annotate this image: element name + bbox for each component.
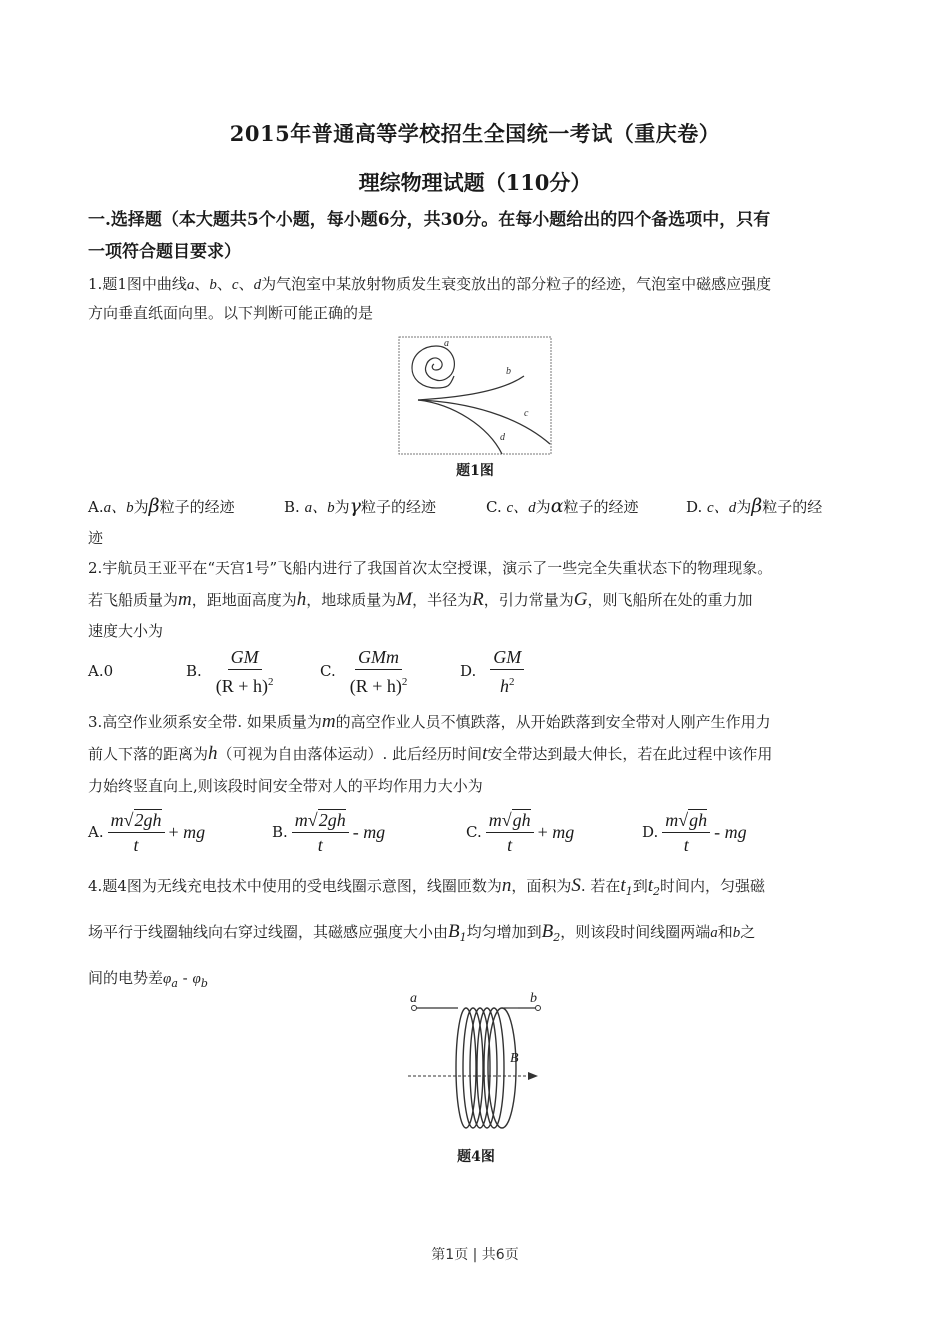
denominator: t bbox=[683, 834, 689, 855]
sep: 、 bbox=[238, 275, 254, 293]
option-text: 为 bbox=[736, 498, 752, 516]
alpha-symbol: α bbox=[550, 495, 564, 517]
stem-text: ，引力常量为 bbox=[483, 591, 574, 609]
stem-text: 到 bbox=[632, 877, 648, 895]
subscript: 2 bbox=[653, 885, 660, 898]
fraction bbox=[216, 646, 274, 697]
stem-text: 时间内，匀强磁 bbox=[660, 877, 766, 895]
denominator bbox=[216, 670, 274, 697]
operator: - bbox=[177, 969, 193, 987]
num-pre: m bbox=[110, 809, 124, 830]
var-b: b bbox=[732, 925, 741, 941]
option-label: D. bbox=[460, 662, 477, 680]
option-c[interactable] bbox=[466, 809, 642, 856]
stem-text: 安全带达到最大伸长，若在此过程中该作用 bbox=[487, 745, 773, 763]
option-label: C. bbox=[466, 823, 482, 841]
subscript: 1 bbox=[459, 931, 467, 944]
option-vars: c、d bbox=[506, 500, 536, 516]
stem-text: ，半径为 bbox=[412, 591, 473, 609]
stem-text: （可视为自由落体运动）. 此后经历时间 bbox=[217, 745, 483, 763]
svg-text:a: a bbox=[444, 338, 449, 349]
svg-text:c: c bbox=[524, 408, 529, 419]
option-label: B. bbox=[272, 823, 288, 841]
var-n: n bbox=[501, 875, 512, 896]
operator: + bbox=[168, 821, 179, 842]
stem-text: 宇航员王亚平在“天宫1号”飞船内进行了我国首次太空授课，演示了一些完全失重状态下的物理现象。 bbox=[102, 559, 773, 577]
denominator bbox=[350, 670, 408, 697]
stem-text: ，则飞船所在处的重力加 bbox=[587, 591, 753, 609]
sep: 、 bbox=[216, 275, 232, 293]
beta-symbol: β bbox=[751, 495, 763, 517]
stem-text: 和 bbox=[717, 923, 733, 941]
phi-symbol: φ bbox=[192, 971, 201, 987]
stem-text: ，面积为 bbox=[511, 877, 572, 895]
exponent: 2 bbox=[267, 675, 274, 688]
tail-term: mg bbox=[724, 821, 747, 842]
question-3-stem bbox=[88, 706, 878, 802]
gamma-symbol: γ bbox=[349, 495, 361, 517]
denominator: t bbox=[133, 834, 139, 855]
stem-text: 的高空作业人员不慎跌落，从开始跌落到安全带对人刚产生作用力 bbox=[335, 713, 771, 731]
var-t2: t bbox=[647, 875, 653, 896]
den-text: (R + h) bbox=[215, 675, 268, 696]
sqrt-arg: gh bbox=[512, 809, 531, 830]
var-d: d bbox=[253, 277, 262, 293]
subscript: b bbox=[200, 977, 208, 990]
question-1-options bbox=[88, 492, 878, 520]
operator: - bbox=[714, 821, 721, 842]
question-number: 2. bbox=[88, 559, 103, 577]
stem-text: 前人下落的距离为 bbox=[88, 745, 209, 763]
question-3-options bbox=[88, 806, 878, 858]
svg-text:b: b bbox=[506, 366, 511, 377]
sqrt-arg: 2gh bbox=[134, 809, 162, 830]
operator: - bbox=[352, 821, 359, 842]
fraction bbox=[662, 809, 710, 856]
option-a[interactable] bbox=[88, 495, 284, 517]
var-G: G bbox=[573, 589, 588, 610]
stem-text: 题4图为无线充电技术中使用的受电线圈示意图，线圈匝数为 bbox=[102, 877, 502, 895]
stem-text: 场平行于线圈轴线向右穿过线圈，其磁感应强度大小由 bbox=[88, 923, 449, 941]
option-a[interactable] bbox=[88, 809, 272, 856]
stem-text: 之 bbox=[740, 923, 756, 941]
sqrt-arg: gh bbox=[689, 809, 708, 830]
section-heading-line2: 一项符合题目要求） bbox=[88, 242, 241, 262]
den-text: (R + h) bbox=[349, 675, 402, 696]
numerator: GM bbox=[490, 646, 524, 670]
var-c: c bbox=[231, 277, 239, 293]
stem-text: 方向垂直纸面向里。以下判断可能正确的是 bbox=[88, 304, 374, 322]
var-h: h bbox=[296, 589, 307, 610]
subscript: 1 bbox=[625, 885, 633, 898]
option-label: A. bbox=[88, 498, 104, 516]
option-b[interactable] bbox=[186, 646, 320, 697]
operator: + bbox=[537, 821, 548, 842]
option-text: 粒子的经迹 bbox=[563, 498, 639, 516]
question-number: 1. bbox=[88, 275, 103, 293]
option-text: 粒子的经迹 bbox=[360, 498, 436, 516]
stem-text: 均匀增加到 bbox=[466, 923, 542, 941]
exam-subtitle: 理综物理试题（110分） bbox=[358, 170, 592, 195]
section-heading bbox=[88, 204, 878, 268]
denominator: t bbox=[507, 834, 513, 855]
subscript: a bbox=[171, 977, 178, 990]
svg-text:B: B bbox=[510, 1051, 519, 1066]
stem-text: 为气泡室中某放射物质发生衰变放出的部分粒子的经迹，气泡室中磁感应强度 bbox=[261, 275, 772, 293]
var-a: a bbox=[186, 277, 195, 293]
num-pre: m bbox=[488, 809, 502, 830]
stem-text: 间的电势差 bbox=[88, 969, 164, 987]
var-t1: t bbox=[620, 875, 626, 896]
numerator: m√2gh bbox=[108, 809, 165, 833]
var-M: M bbox=[396, 589, 413, 610]
fraction bbox=[292, 809, 349, 856]
var-m: m bbox=[321, 711, 336, 732]
option-label: D. bbox=[686, 498, 703, 516]
coil-diagram bbox=[406, 990, 546, 1140]
tail-term: mg bbox=[363, 821, 386, 842]
stem-text: 题1图中曲线 bbox=[102, 275, 187, 293]
tail-term: mg bbox=[552, 821, 575, 842]
svg-text:d: d bbox=[500, 432, 505, 443]
option-vars: a、b bbox=[304, 500, 335, 516]
option-label: C. bbox=[320, 662, 336, 680]
option-text: 为 bbox=[133, 498, 149, 516]
page-footer: 第1页 | 共6页 bbox=[431, 1247, 519, 1263]
sep: 、 bbox=[194, 275, 210, 293]
num-pre: m bbox=[294, 809, 308, 830]
denominator bbox=[500, 670, 515, 697]
option-c[interactable] bbox=[486, 495, 686, 517]
var-B1: B bbox=[448, 921, 460, 942]
option-d-wrap: 迹 bbox=[88, 529, 104, 547]
question-2-stem bbox=[88, 553, 878, 647]
var-B2: B bbox=[541, 921, 554, 942]
stem-text: 力始终竖直向上,则该段时间安全带对人的平均作用力大小为 bbox=[88, 777, 483, 795]
var-m: m bbox=[178, 589, 192, 610]
stem-text: ，则该段时间线圈两端 bbox=[560, 923, 711, 941]
sqrt-arg: 2gh bbox=[318, 809, 346, 830]
option-label: C. bbox=[486, 498, 502, 516]
numerator: GMm bbox=[355, 646, 402, 670]
option-b[interactable] bbox=[272, 809, 466, 856]
option-text: 粒子的经 bbox=[762, 498, 823, 516]
exponent: 2 bbox=[401, 675, 408, 688]
numerator: m√2gh bbox=[292, 809, 349, 833]
fraction bbox=[490, 646, 524, 697]
var-h: h bbox=[208, 743, 218, 764]
var-a: a bbox=[710, 925, 718, 941]
numerator: m√gh bbox=[486, 809, 534, 833]
denominator: t bbox=[317, 834, 323, 855]
option-label: A. bbox=[88, 823, 104, 841]
var-t: t bbox=[482, 743, 488, 764]
particle-tracks-diagram bbox=[398, 336, 552, 456]
phi-symbol: φ bbox=[163, 971, 172, 987]
option-value: 0 bbox=[103, 662, 114, 680]
figure-1-caption: 题1图 bbox=[456, 463, 494, 479]
option-text: 为 bbox=[535, 498, 551, 516]
num-pre: m bbox=[665, 809, 679, 830]
figure-4-caption: 题4图 bbox=[457, 1149, 495, 1165]
option-vars: a、b bbox=[103, 500, 134, 516]
fraction bbox=[108, 809, 165, 856]
stem-text: 速度大小为 bbox=[88, 622, 164, 640]
option-vars: c、d bbox=[707, 500, 737, 516]
exponent: 2 bbox=[509, 675, 515, 688]
question-4-stem bbox=[88, 866, 878, 1004]
option-label: B. bbox=[284, 498, 300, 516]
svg-text:b: b bbox=[530, 991, 537, 1006]
beta-symbol: β bbox=[148, 495, 160, 517]
numerator: GM bbox=[228, 646, 262, 670]
figure-1-particle-tracks bbox=[398, 336, 552, 456]
option-label: D. bbox=[642, 823, 659, 841]
stem-text: ，地球质量为 bbox=[306, 591, 397, 609]
question-2-options bbox=[88, 646, 878, 696]
option-c[interactable] bbox=[320, 646, 460, 697]
question-number: 3. bbox=[88, 713, 103, 731]
fraction bbox=[486, 809, 534, 856]
var-b: b bbox=[209, 277, 217, 293]
option-d[interactable] bbox=[686, 495, 822, 517]
option-text: 粒子的经迹 bbox=[159, 498, 235, 516]
var-S: S bbox=[571, 875, 581, 896]
option-label: A. bbox=[88, 662, 104, 680]
option-text: 为 bbox=[334, 498, 350, 516]
option-d[interactable] bbox=[460, 646, 524, 697]
exam-title: 2015年普通高等学校招生全国统一考试（重庆卷） bbox=[229, 121, 721, 146]
stem-text: 高空作业须系安全带. 如果质量为 bbox=[102, 713, 322, 731]
stem-text: ，距地面高度为 bbox=[191, 591, 297, 609]
section-heading-line1: 一.选择题（本大题共5个小题，每小题6分，共30分。在每小题给出的四个备选项中，只有 bbox=[88, 210, 771, 230]
option-d[interactable] bbox=[642, 809, 747, 856]
figure-4-coil bbox=[406, 990, 546, 1140]
stem-text: 若飞船质量为 bbox=[88, 591, 179, 609]
var-R: R bbox=[472, 589, 484, 610]
tail-term: mg bbox=[183, 821, 206, 842]
option-label: B. bbox=[186, 662, 202, 680]
subscript: 2 bbox=[553, 931, 561, 944]
question-number: 4. bbox=[88, 877, 103, 895]
numerator: m√gh bbox=[662, 809, 710, 833]
question-1-stem bbox=[88, 270, 878, 327]
svg-text:a: a bbox=[410, 991, 417, 1006]
option-a[interactable] bbox=[88, 662, 186, 680]
fraction bbox=[350, 646, 408, 697]
stem-text: . 若在 bbox=[580, 877, 621, 895]
option-b[interactable] bbox=[284, 495, 486, 517]
den-text: h bbox=[500, 675, 510, 696]
